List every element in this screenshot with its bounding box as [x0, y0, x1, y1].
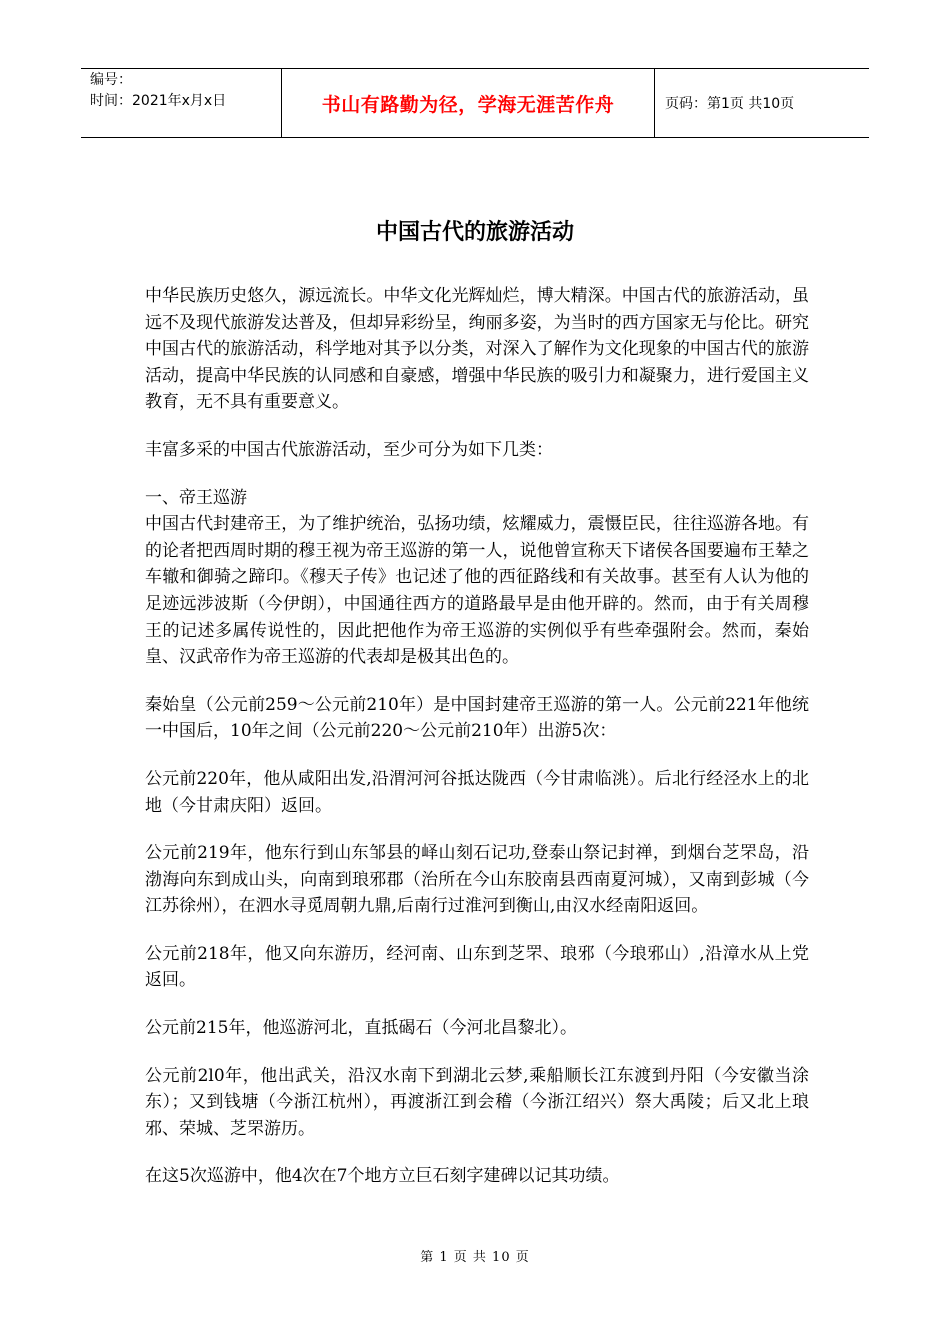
motto-text: 书山有路勤为径，学海无涯苦作舟: [321, 93, 615, 116]
header-info-cell: [81, 69, 282, 137]
paragraph-tour-219bc: 公元前219年，他东行到山东邹县的峄山刻石记功,登泰山祭记封禅，到烟台芝罘岛，沿渤海向东到成山头，向南到琅邪郡（治所在今山东胶南县西南夏河城），又南到彭城（今江苏徐州），在泗水寻觅周朝九鼎,后南行过淮河到衡山,由汉水经南阳返回。: [145, 843, 809, 917]
header-table: [81, 68, 869, 138]
paragraph-tour-210bc: 公元前2l0年，他出武关，沿汉水南下到湖北云梦,乘船顺长江东渡到丹阳（今安徽当涂东）；又到钱塘（今浙江杭州），再渡浙江到会稽（今浙江绍兴）祭大禹陵；后又北上琅邪、荣城、芝罘游历。: [145, 1065, 809, 1139]
paragraph-tour-220bc: 公元前220年，他从咸阳出发,沿渭河河谷抵达陇西（今甘肃临洮）。后北行经泾水上的北地（今甘肃庆阳）返回。: [145, 768, 809, 816]
paragraph-intro: 中华民族历史悠久，源远流长。中华文化光辉灿烂，博大精深。中国古代的旅游活动，虽远不及现代旅游发达普及，但却异彩纷呈，绚丽多姿，为当时的西方国家无与伦比。研究中国古代的旅游活动，科学地对其予以分类，对深入了解作为文化现象的中国古代的旅游活动，提高中华民族的认同感和自豪感，增强中华民族的吸引力和凝聚力，进行爱国主义教育，无不具有重要意义。: [145, 286, 809, 413]
document-time-label: 时间：2021年x月x日: [90, 93, 227, 109]
paragraph-qin-shihuang: 秦始皇（公元前259～公元前210年）是中国封建帝王巡游的第一人。公元前221年他统一中国后，10年之间（公元前220～公元前210年）出游5次：: [145, 694, 809, 742]
header-page-cell: [655, 69, 869, 137]
paragraph-imperial-tours: 中国古代封建帝王，为了维护统治，弘扬功绩，炫耀威力，震慑臣民，往往巡游各地。有的论者把西周时期的穆王视为帝王巡游的第一人，说他曾宣称天下诸侯各国要遍布王辇之车辙和御骑之蹄印。《穆天子传》也记述了他的西征路线和有关故事。甚至有人认为他的足迹远涉波斯（今伊朗），中国通往西方的道路最早是由他开辟的。然而，由于有关周穆王的记述多属传说性的，因此把他作为帝王巡游的实例似乎有些牵强附会。然而，秦始皇、汉武帝作为帝王巡游的代表却是极其出色的。: [145, 514, 809, 668]
header-motto-cell: [282, 69, 655, 137]
document-body: [145, 283, 809, 1211]
header-page-info: 页码：第1页 共10页: [665, 96, 795, 112]
page-footer: 第 1 页 共 10 页: [420, 1250, 530, 1265]
paragraph-summary: 在这5次巡游中，他4次在7个地方立巨石刻字建碑以记其功绩。: [145, 1166, 620, 1187]
paragraph-tour-218bc: 公元前218年，他又向东游历，经河南、山东到芝罘、琅邪（今琅邪山）,沿漳水从上党返回。: [145, 943, 809, 991]
document-title: 中国古代的旅游活动: [375, 220, 574, 245]
paragraph-categories: 丰富多采的中国古代旅游活动，至少可分为如下几类：: [145, 439, 553, 460]
section-heading-imperial-tours: 一、帝王巡游: [145, 487, 247, 508]
paragraph-tour-215bc: 公元前215年，他巡游河北，直抵碣石（今河北昌黎北）。: [145, 1018, 577, 1039]
document-number-label: 编号：: [90, 72, 132, 88]
